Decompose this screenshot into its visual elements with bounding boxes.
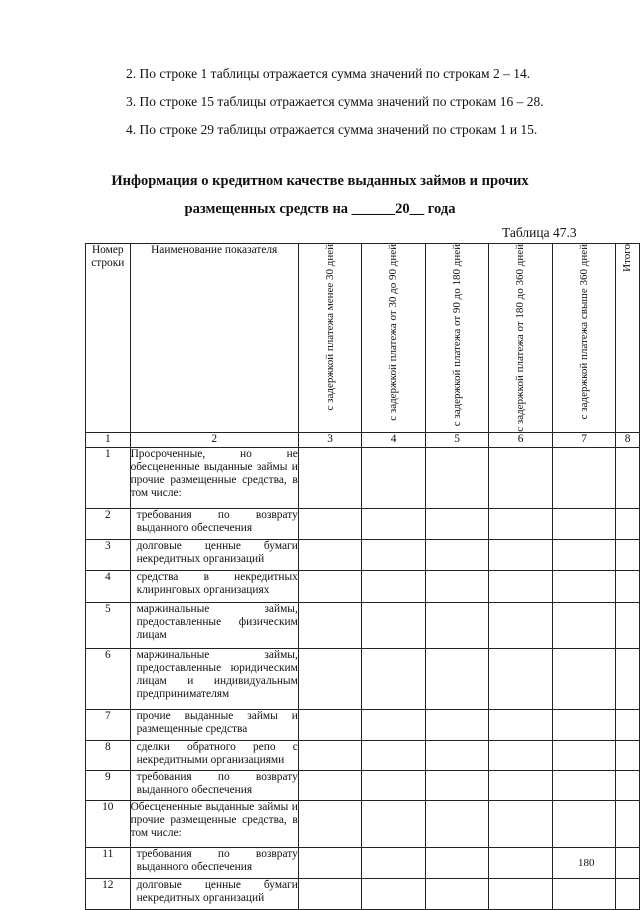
value-cell xyxy=(552,447,616,508)
note-line-3: 3. По строке 15 таблицы отражается сумма значений по строкам 16 – 28. xyxy=(126,94,544,109)
value-cell xyxy=(552,508,616,539)
header-delay-180-360 xyxy=(489,244,553,433)
value-cell xyxy=(298,800,362,847)
row-name: маржинальные займы, предоставленные юридическим лицам и индивидуальным предпринимателям xyxy=(130,648,298,709)
row-number: 8 xyxy=(86,740,131,770)
row-number: 1 xyxy=(86,447,131,508)
page-number: 180 xyxy=(578,857,595,869)
column-number: 4 xyxy=(362,432,426,447)
row-number: 11 xyxy=(86,847,131,878)
value-cell xyxy=(616,847,640,878)
row-name: средства в некредитных клиринговых организациях xyxy=(130,570,298,602)
value-cell xyxy=(298,709,362,740)
table-row xyxy=(86,847,640,878)
value-cell xyxy=(616,740,640,770)
value-cell xyxy=(362,508,426,539)
row-number: 10 xyxy=(86,800,131,847)
value-cell xyxy=(552,570,616,602)
header-col4-label: с задержкой платежа от 30 до 90 дней xyxy=(387,244,400,421)
value-cell xyxy=(425,508,489,539)
value-cell xyxy=(616,570,640,602)
value-cell xyxy=(489,508,553,539)
value-cell xyxy=(616,508,640,539)
value-cell xyxy=(298,570,362,602)
table-row xyxy=(86,570,640,602)
value-cell xyxy=(616,447,640,508)
column-number: 1 xyxy=(86,432,131,447)
value-cell xyxy=(425,847,489,878)
table-row xyxy=(86,539,640,570)
value-cell xyxy=(552,800,616,847)
value-cell xyxy=(425,740,489,770)
value-cell xyxy=(298,847,362,878)
table-row xyxy=(86,770,640,800)
value-cell xyxy=(362,800,426,847)
value-cell xyxy=(616,602,640,648)
value-cell xyxy=(489,847,553,878)
value-cell xyxy=(362,740,426,770)
header-col6-label: с задержкой платежа от 180 до 360 дней xyxy=(514,244,527,432)
value-cell xyxy=(425,602,489,648)
table-caption: Таблица 47.3 xyxy=(502,225,577,240)
header-col3-label: с задержкой платежа менее 30 дней xyxy=(323,244,336,411)
value-cell xyxy=(362,539,426,570)
value-cell xyxy=(425,447,489,508)
row-name: требования по возврату выданного обеспечения xyxy=(130,770,298,800)
value-cell xyxy=(362,847,426,878)
value-cell xyxy=(489,539,553,570)
column-number: 3 xyxy=(298,432,362,447)
value-cell xyxy=(489,602,553,648)
column-number: 8 xyxy=(616,432,640,447)
column-number: 5 xyxy=(425,432,489,447)
value-cell xyxy=(552,539,616,570)
table-title-line-1: Информация о кредитном качестве выданных займов и прочих xyxy=(111,173,529,189)
value-cell xyxy=(298,539,362,570)
header-row xyxy=(86,244,640,433)
row-name: Обесцененные выданные займы и прочие размещенные средства, в том числе: xyxy=(130,800,298,847)
value-cell xyxy=(362,570,426,602)
row-name: сделки обратного репо с некредитными организациями xyxy=(130,740,298,770)
row-number: 4 xyxy=(86,570,131,602)
value-cell xyxy=(552,740,616,770)
column-number: 7 xyxy=(552,432,616,447)
value-cell xyxy=(298,740,362,770)
row-number: 2 xyxy=(86,508,131,539)
row-number: 9 xyxy=(86,770,131,800)
row-number: 7 xyxy=(86,709,131,740)
value-cell xyxy=(362,447,426,508)
table-row xyxy=(86,800,640,847)
value-cell xyxy=(489,770,553,800)
table-row xyxy=(86,709,640,740)
value-cell xyxy=(362,709,426,740)
column-number: 6 xyxy=(489,432,553,447)
row-number: 6 xyxy=(86,648,131,709)
column-number-row xyxy=(86,432,640,447)
value-cell xyxy=(616,709,640,740)
value-cell xyxy=(425,570,489,602)
header-indicator-name: Наименование показателя xyxy=(130,244,298,433)
value-cell xyxy=(489,800,553,847)
row-number: 5 xyxy=(86,602,131,648)
row-name: долговые ценные бумаги некредитных организаций xyxy=(130,878,298,909)
header-col5-label: с задержкой платежа от 90 до 180 дней xyxy=(450,244,463,427)
header-col7-label: с задержкой платежа свыше 360 дней xyxy=(577,244,590,420)
value-cell xyxy=(298,770,362,800)
table-row xyxy=(86,447,640,508)
value-cell xyxy=(489,709,553,740)
row-name: прочие выданные займы и размещенные средства xyxy=(130,709,298,740)
value-cell xyxy=(425,770,489,800)
value-cell xyxy=(489,648,553,709)
row-number: 3 xyxy=(86,539,131,570)
header-total xyxy=(616,244,640,433)
value-cell xyxy=(298,602,362,648)
value-cell xyxy=(616,539,640,570)
row-name: маржинальные займы, предоставленные физическим лицам xyxy=(130,602,298,648)
value-cell xyxy=(425,648,489,709)
value-cell xyxy=(616,648,640,709)
row-name: требования по возврату выданного обеспечения xyxy=(130,508,298,539)
value-cell xyxy=(298,648,362,709)
row-name: Просроченные, но не обесцененные выданные займы и прочие размещенные средства, в том числе: xyxy=(130,447,298,508)
table-row xyxy=(86,602,640,648)
value-cell xyxy=(425,709,489,740)
note-line-2: 2. По строке 1 таблицы отражается сумма значений по строкам 2 – 14. xyxy=(126,66,531,81)
value-cell xyxy=(552,648,616,709)
table-row xyxy=(86,648,640,709)
table-row xyxy=(86,508,640,539)
note-line-4: 4. По строке 29 таблицы отражается сумма значений по строкам 1 и 15. xyxy=(126,122,538,137)
value-cell xyxy=(298,508,362,539)
header-delay-30-90 xyxy=(362,244,426,433)
value-cell xyxy=(616,800,640,847)
header-row-number: Номер строки xyxy=(86,244,131,433)
table-row xyxy=(86,740,640,770)
value-cell xyxy=(552,709,616,740)
value-cell xyxy=(616,770,640,800)
value-cell xyxy=(489,740,553,770)
credit-quality-table xyxy=(85,243,640,910)
table-title-line-2: размещенных средств на ______20__ года xyxy=(184,201,456,217)
row-name: требования по возврату выданного обеспечения xyxy=(130,847,298,878)
value-cell xyxy=(425,539,489,570)
value-cell xyxy=(489,570,553,602)
value-cell xyxy=(489,447,553,508)
value-cell xyxy=(425,800,489,847)
value-cell xyxy=(362,602,426,648)
row-name: долговые ценные бумаги некредитных организаций xyxy=(130,539,298,570)
value-cell xyxy=(298,447,362,508)
header-delay-under-30 xyxy=(298,244,362,433)
header-delay-over-360 xyxy=(552,244,616,433)
value-cell xyxy=(362,648,426,709)
header-col8-label: Итого xyxy=(621,244,634,272)
header-delay-90-180 xyxy=(425,244,489,433)
column-number: 2 xyxy=(130,432,298,447)
value-cell xyxy=(552,770,616,800)
value-cell xyxy=(552,602,616,648)
row-number: 12 xyxy=(86,878,131,909)
value-cell xyxy=(362,770,426,800)
